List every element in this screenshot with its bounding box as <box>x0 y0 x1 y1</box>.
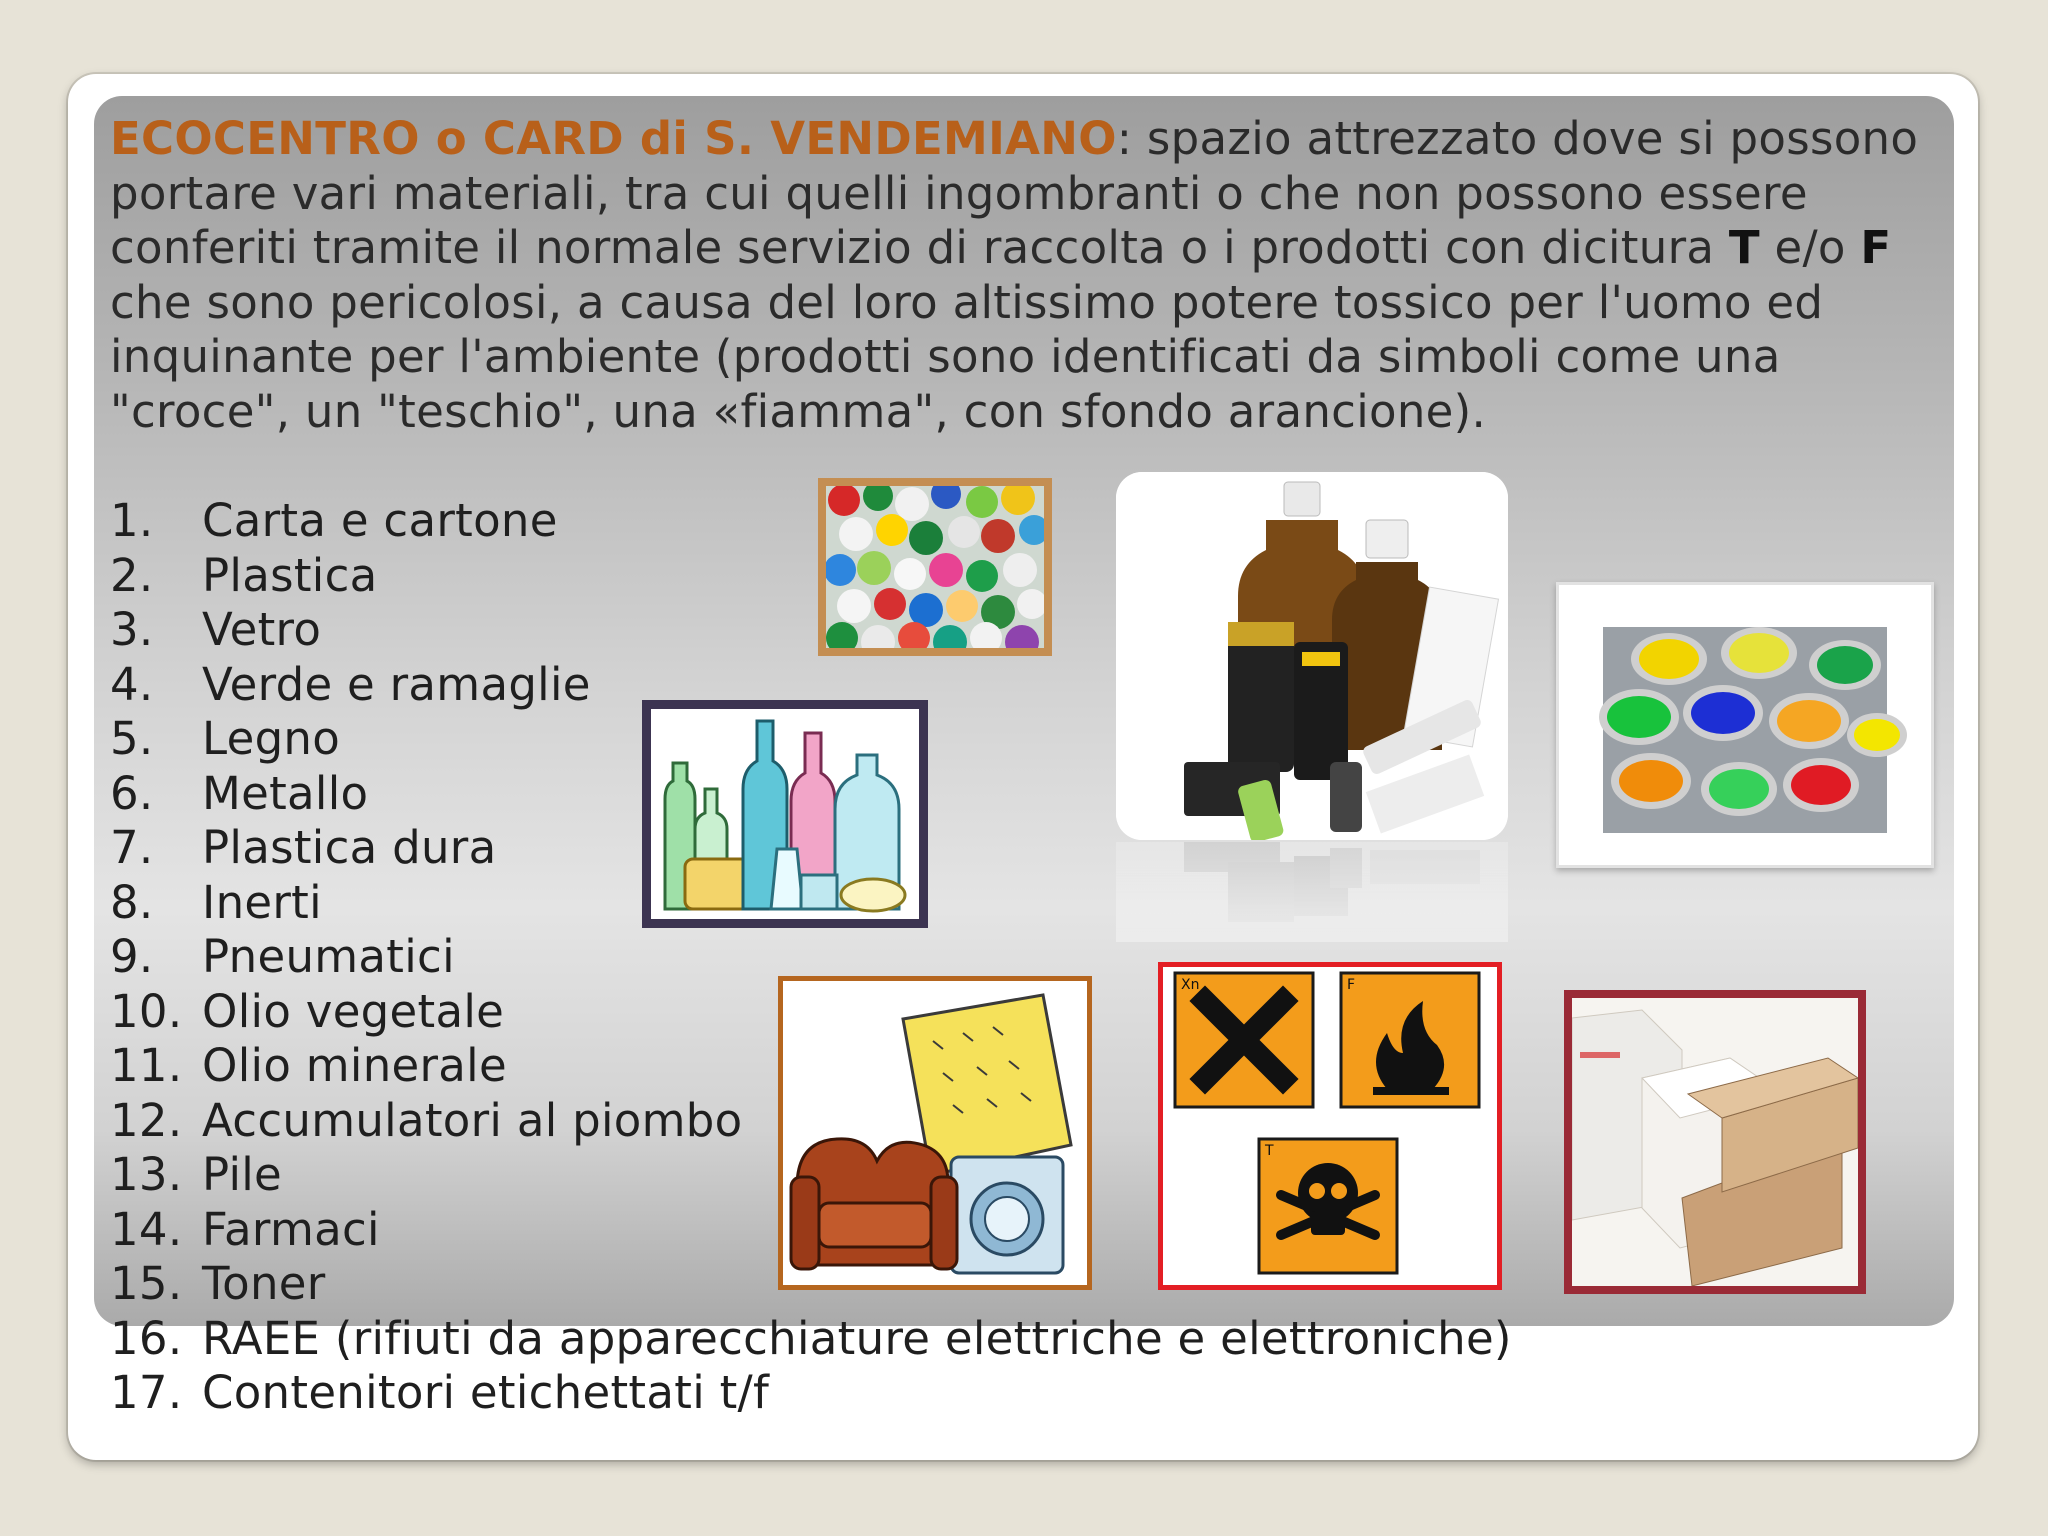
intro-text-a: : spazio attrezzato dove si possono portare vari materiali, tra cui quelli ingombranti o che non possono essere conferiti tramite il normale servizio di raccolta o i prodotti con dicitura <box>110 112 1919 274</box>
list-item: 11. Olio minerale <box>110 1039 507 1092</box>
list-item: 12. Accumulatori al piombo <box>110 1093 743 1147</box>
cardboard-boxes-image <box>1564 990 1866 1294</box>
list-item: 10. Olio vegetale <box>110 984 505 1038</box>
label-xn: Xn <box>1181 977 1200 993</box>
intro-text-b: e/o <box>1759 221 1861 274</box>
intro-paragraph <box>110 112 1940 439</box>
mark-f: F <box>1860 221 1892 274</box>
hazard-symbols-image <box>1158 962 1502 1290</box>
glass-bottles-image <box>642 700 928 928</box>
list-item: 14. Farmaci <box>110 1202 380 1256</box>
list-item: 16. RAEE (rifiuti da apparecchiature elettriche e elettroniche) <box>110 1311 1512 1365</box>
list-item: 13. Pile <box>110 1148 283 1201</box>
mark-t: T <box>1728 221 1760 274</box>
list-item: 15. Toner <box>110 1257 326 1310</box>
list-item: 5. Legno <box>110 712 341 765</box>
list-item: 6. Metallo <box>110 766 369 820</box>
list-item: 17. Contenitori etichettati t/f <box>110 1366 770 1419</box>
paint-cans-image <box>1556 582 1934 868</box>
list-item: 4. Verde e ramaglie <box>110 657 591 711</box>
list-item: 9. Pneumatici <box>110 930 455 983</box>
intro-text-c: che sono pericolosi, a causa del loro altissimo potere tossico per l'uomo ed inquinante per l'ambiente (prodotti sono identificati da simboli come una "croce", un "teschio", una «fiamma", con sfondo arancione). <box>110 275 1824 438</box>
harmful-x-icon <box>1175 973 1313 1107</box>
bottle-caps-image <box>818 478 1052 656</box>
list-item: 1. Carta e cartone <box>110 494 558 547</box>
medicines-reflection <box>1116 842 1508 942</box>
list-item: 8. Inerti <box>110 875 322 929</box>
label-t: T <box>1265 1143 1274 1159</box>
list-item: 7. Plastica dura <box>110 821 497 874</box>
flammable-flame-icon <box>1341 973 1479 1107</box>
label-f: F <box>1347 977 1356 993</box>
intro-title: ECOCENTRO o CARD di S. VENDEMIANO <box>110 112 1117 165</box>
list-item: 2. Plastica <box>110 548 378 602</box>
bulky-waste-image <box>778 976 1092 1290</box>
list-item: 3. Vetro <box>110 603 322 656</box>
medicines-batteries-image <box>1116 472 1508 840</box>
toxic-skull-icon <box>1259 1139 1397 1273</box>
